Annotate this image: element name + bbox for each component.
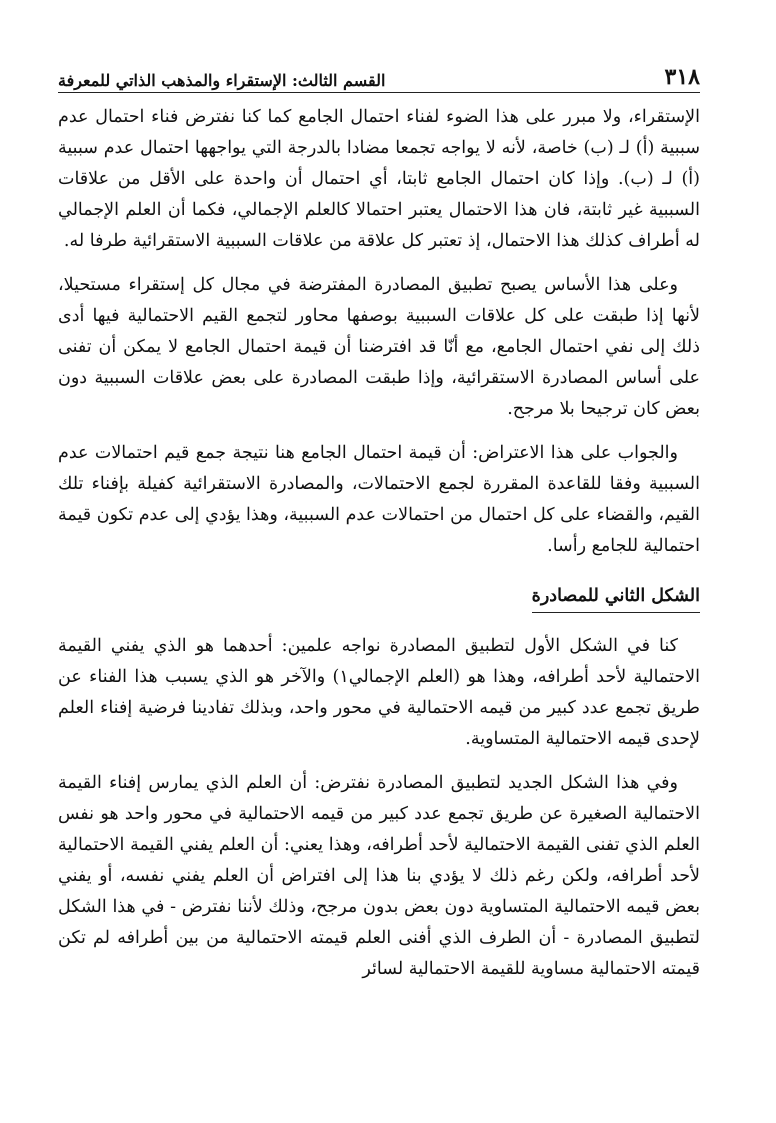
paragraph: كنا في الشكل الأول لتطبيق المصادرة نواجه علمين: أحدهما هو الذي يفني القيمة الاحتمالية لأحد أطرافه، وهذا هو (العلم الإجمالي١) والآخر هو الذي يسبب هذا الفناء عن طريق تجمع عدد كبير من قيمه الاحتمالية في محور واحد، وبذلك تفادينا فرضية إفناء العلم لإحدى قيمه الاحتمالية المتساوية. bbox=[58, 636, 700, 749]
page-number: ٣١٨ bbox=[664, 64, 700, 90]
body-text bbox=[58, 102, 700, 985]
section-heading-container bbox=[58, 575, 700, 631]
paragraph: وفي هذا الشكل الجديد لتطبيق المصادرة نفترض: أن العلم الذي يمارس إفناء القيمة الاحتمالية الصغيرة عن طريق تجمع عدد كبير من قيمه الاحتمالية في محور واحد هو نفس العلم الذي تفنى القيمة الاحتمالية لأحد أطرافه، وهذا يعني: أن العلم يفني القيمة الاحتمالية لأحد أطرافه، ولكن رغم ذلك لا يؤدي بنا هذا إلى افتراض أن العلم يفني نفسه، أو يفني بعض قيمه الاحتمالية المتساوية دون بعض بدون مرجح، وذلك لأننا نفترض - في هذا الشكل لتطبيق المصادرة - أن الطرف الذي أفنى العلم قيمته الاحتمالية من بين أطرافه لم تكن قيمته الاحتمالية مساوية للقيمة الاحتمالية لسائر bbox=[58, 773, 700, 979]
running-header-title: القسم الثالث: الإستقراء والمذهب الذاتي للمعرفة bbox=[58, 71, 386, 90]
paragraph: والجواب على هذا الاعتراض: أن قيمة احتمال الجامع هنا نتيجة جمع قيم احتمالات عدم السببية وفقا للقاعدة المقررة لجمع الاحتمالات، والمصادرة الاستقرائية كفيلة بإفناء تلك القيم، والقضاء على كل احتمال من احتمالات عدم السببية، وهذا يؤدي إلى عدم تكون قيمة احتمالية للجامع رأسا. bbox=[58, 443, 700, 556]
paragraph: وعلى هذا الأساس يصبح تطبيق المصادرة المفترضة في مجال كل إستقراء مستحيلا، لأنها إذا طبقت على كل علاقات السببية بوصفها محاور لتجمع القيم الاحتمالية فيها أدى ذلك إلى نفي احتمال الجامع، مع أنّا قد افترضنا أن قيمة احتمال الجامع لا يمكن أن تفنى على أساس المصادرة الاستقرائية، وإذا طبقت المصادرة على بعض علاقات السببية دون بعض كان ترجيحا بلا مرجح. bbox=[58, 275, 700, 419]
book-page bbox=[58, 56, 700, 998]
section-heading: الشكل الثاني للمصادرة bbox=[532, 583, 700, 613]
paragraph: الإستقراء، ولا مبرر على هذا الضوء لفناء احتمال الجامع كما كنا نفترض فناء احتمال عدم سببية (أ) لـ (ب) خاصة، لأنه لا يواجه تجمعا مضادا بالدرجة التي يواجهها احتمال عدم سببية (أ) لـ (ب). وإذا كان احتمال الجامع ثابتا، أي احتمال أن واحدة على الأقل من علاقات السببية غير ثابتة، فان هذا الاحتمال يعتبر احتمالا كالعلم الإجمالي، فكما أن العلم الإجمالي له أطراف كذلك هذا الاحتمال، إذ تعتبر كل علاقة من علاقات السببية الاستقرائية طرفا له. bbox=[58, 107, 700, 251]
running-header bbox=[58, 56, 700, 93]
